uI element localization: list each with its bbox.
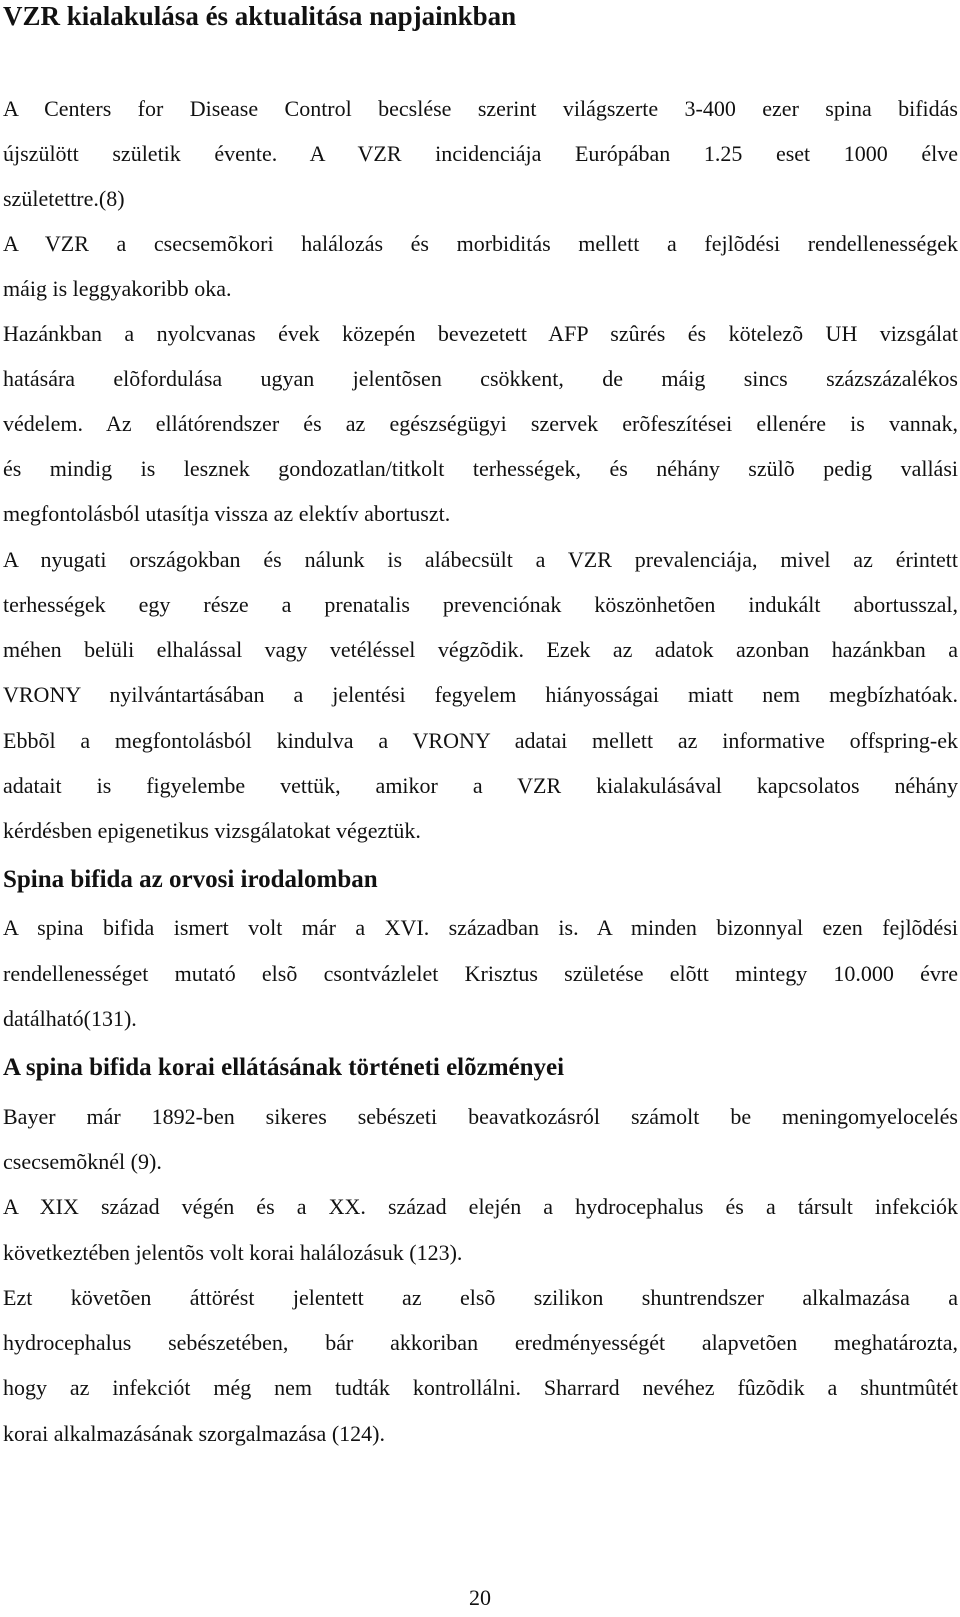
paragraph-line: Hazánkban a nyolcvanas évek közepén bevezetett AFP szûrés és kötelezõ UH vizsgálat	[3, 321, 958, 346]
paragraph-line: VRONY nyilvántartásában a jelentési fegyelem hiányosságai miatt nem megbízhatóak.	[3, 682, 958, 707]
paragraph-line: újszülött születik évente. A VZR incidenciája Európában 1.25 eset 1000 élve	[3, 141, 958, 166]
page-number: 20	[469, 1585, 491, 1610]
section-heading: Spina bifida az orvosi irodalomban	[3, 866, 378, 893]
paragraph-line: Ebbõl a megfontolásból kindulva a VRONY adatai mellett az informative offspring-ek	[3, 728, 958, 753]
paragraph-line: A Centers for Disease Control becslése szerint világszerte 3-400 ezer spina bifidás	[3, 96, 958, 121]
paragraph-line: és mindig is lesznek gondozatlan/titkolt terhességek, és néhány szülõ pedig vallási	[3, 456, 958, 481]
paragraph-line: A VZR a csecsemõkori halálozás és morbiditás mellett a fejlõdési rendellenességek	[3, 231, 958, 256]
paragraph-line: rendellenességet mutató elsõ csontvázlelet Krisztus születése elõtt mintegy 10.000 évre	[3, 961, 958, 986]
paragraph-line: Bayer már 1892-ben sikeres sebészeti beavatkozásról számolt be meningomyelocelés	[3, 1104, 958, 1129]
paragraph-line: A XIX század végén és a XX. század elején a hydrocephalus és a társult infekciók	[3, 1194, 958, 1219]
paragraph-line: védelem. Az ellátórendszer és az egészségügyi szervek erõfeszítései ellenére is vannak,	[3, 411, 958, 436]
paragraph-line: hogy az infekciót még nem tudták kontrollálni. Sharrard nevéhez fûzõdik a shuntmûtét	[3, 1375, 958, 1400]
page-title: VZR kialakulása és aktualitása napjainkban	[3, 1, 517, 31]
paragraph-line: kérdésben epigenetikus vizsgálatokat végeztük.	[3, 818, 421, 843]
paragraph-line: A spina bifida ismert volt már a XVI. században is. A minden bizonnyal ezen fejlõdési	[3, 915, 958, 940]
paragraph-line: korai alkalmazásának szorgalmazása (124).	[3, 1421, 385, 1446]
paragraph-line: hydrocephalus sebészetében, bár akkoriban eredményességét alapvetõen meghatározta,	[3, 1330, 958, 1355]
paragraph-line: méhen belüli elhalással vagy vetéléssel végzõdik. Ezek az adatok azonban hazánkban a	[3, 637, 958, 662]
paragraph-line: születettre.(8)	[3, 186, 125, 211]
paragraph-line: megfontolásból utasítja vissza az elektív abortuszt.	[3, 501, 451, 526]
section-heading: A spina bifida korai ellátásának történeti elõzményei	[3, 1054, 565, 1081]
paragraph-line: következtében jelentõs volt korai halálozásuk (123).	[3, 1240, 463, 1265]
paragraph-line: adatait is figyelembe vettük, amikor a VZR kialakulásával kapcsolatos néhány	[3, 773, 958, 798]
paragraph-line: datálható(131).	[3, 1006, 137, 1031]
paragraph-line: Ezt követõen áttörést jelentett az elsõ szilikon shuntrendszer alkalmazása a	[3, 1285, 958, 1310]
paragraph-line: A nyugati országokban és nálunk is alábecsült a VZR prevalenciája, mivel az érintett	[3, 547, 958, 572]
paragraph-line: terhességek egy része a prenatalis prevenciónak köszönhetõen indukált abortusszal,	[3, 592, 958, 617]
paragraph-line: hatására elõfordulása ugyan jelentõsen csökkent, de máig sincs százszázalékos	[3, 366, 958, 391]
paragraph-line: csecsemõknél (9).	[3, 1149, 162, 1174]
paragraph-line: máig is leggyakoribb oka.	[3, 276, 232, 301]
